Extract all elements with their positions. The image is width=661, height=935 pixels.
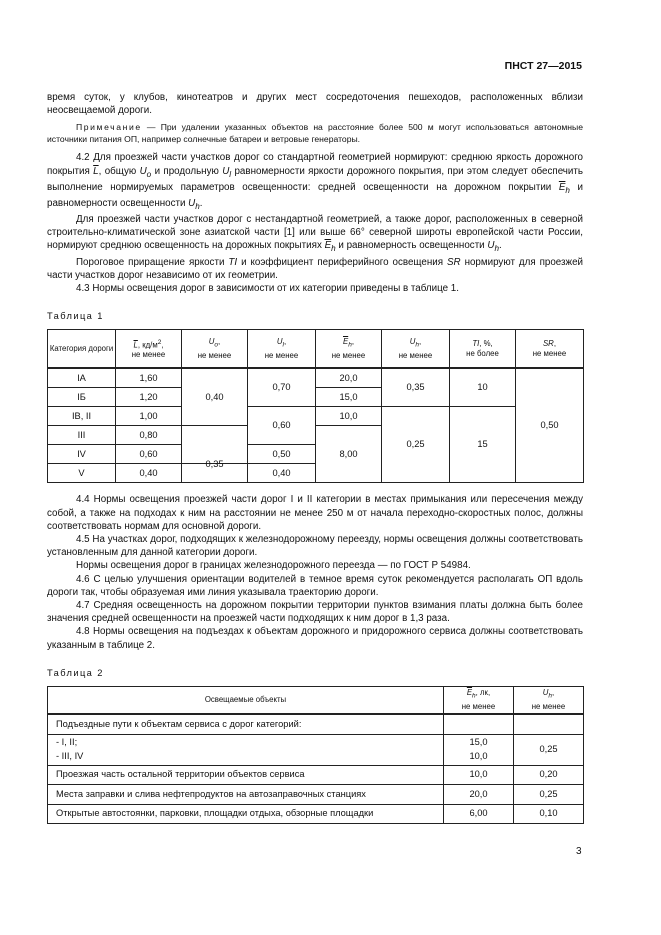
header-sr: SR, не менее (516, 330, 584, 369)
note (47, 122, 583, 145)
table-row: Открытые автостоянки, парковки, площадки отдыха, обзорные площадки 6,00 0,10 (48, 804, 584, 824)
paragraph-4-8: 4.8 Нормы освещения на подъездах к объектам дорожного и придорожного сервиса должны соответствовать указанным в таблице 2. (47, 626, 583, 651)
header-ul: $U_l$, не менее (248, 330, 316, 369)
paragraph-4-7: 4.7 Средняя освещенность на дорожном покрытии территории пунктов взимания платы должна быть более значения средней освещенности на проезжей части подходящих к ним дорог в 1,3 раза. (47, 600, 583, 625)
paragraph-4-2-c: Пороговое приращение яркости TI и коэффициент периферийного освещения SR нормируют для проезжей части участков дорог независимо от их геометрии. (47, 256, 584, 281)
header-uh: $U_h$, не менее (514, 687, 584, 715)
paragraph-4-2: 4.2 Для проезжей части участков дорог со стандартной геометрией нормируют: среднюю яркость дорожного покрытия $\overline{L}$, общую $U_o$ и продольную $U_l$ равномерности яркости дорожного покрытия, при этом следует обеспечить выполнение нормируемых параметров освещенности: средней освещенности на дорожном покрытии $\overline{E}_h$ и равномерности освещенности $U_h$. (47, 152, 584, 211)
table-1-caption: Таблица 1 (47, 311, 104, 322)
table-2 (47, 686, 584, 824)
table-row: - I, II; - III, IV 15,0 10,0 0,25 (48, 734, 584, 765)
header-category: Категория дороги (48, 330, 116, 369)
note-text: — При удалении указанных объектов на расстояние более 500 м могут использоваться автономные источники питания ОП, например солнечные батареи и ветровые генераторы. (47, 122, 583, 144)
paragraph-4-5-b: Нормы освещения дорог в границах железнодорожного переезда — по ГОСТ Р 54984. (76, 560, 471, 572)
table-row: Подъездные пути к объектам сервиса с дорог категорий: (48, 714, 584, 734)
header-objects: Освещаемые объекты (48, 687, 444, 715)
paragraph-4-3: 4.3 Нормы освещения дорог в зависимости от их категории приведены в таблице 1. (76, 283, 459, 295)
note-label: Примечание (76, 122, 142, 133)
paragraph-continued: время суток, у клубов, кинотеатров и других мест сосредоточения пешеходов, расположенных вблизи неосвещаемой дороги. (47, 92, 583, 117)
table-row: IБ 1,20 15,0 (48, 388, 584, 407)
header-ti: TI, %, не более (450, 330, 516, 369)
table-1 (47, 329, 584, 483)
page-content (47, 91, 583, 824)
page-number: 3 (576, 846, 582, 857)
table-1-header (48, 330, 584, 369)
table-row: IA 1,60 0,40 0,70 20,0 0,35 10 0,50 (48, 368, 584, 388)
symbol-E: $\overline{E}$ (558, 181, 566, 193)
paragraph-4-2-b: Для проезжей части участков дорог с нестандартной геометрией, а также дорог, расположенных в северной строительно-климатической зоне азиатской части [1] или выше 66° северной широты европейской части России, нормируют среднюю освещенность на дорожных покрытиях $\overline{E}_h$ и равномерность освещенности $U_h$. (47, 214, 583, 254)
paragraph-4-5: 4.5 На участках дорог, подходящих к железнодорожному переезду, нормы освещения должны соответствовать установленным для данной категории дороги. (47, 534, 583, 559)
table-row: IV 0,60 0,50 (48, 445, 584, 464)
document-header: ПНСТ 27—2015 (504, 60, 582, 72)
header-eh: $\overline{E}_h$, не менее (316, 330, 382, 369)
header-uh: $U_h$, не менее (382, 330, 450, 369)
header-luminance: $\overline{L}$, $кд/м^2$, не менее (116, 330, 182, 369)
paragraph-4-6: 4.6 С целью улучшения ориентации водителей в темное время суток рекомендуется располагать ОП вдоль дороги так, чтобы образуемая ими линия указывала траекторию дороги. (47, 573, 583, 598)
symbol-L: $\overline{L}$ (93, 165, 99, 177)
paragraph-4-4: 4.4 Нормы освещения проезжей части дорог I и II категории в местах примыкания или пересечения между собой, а также на подходах к ним на расстоянии не менее 250 м от начала переходно-скоростных полос, должны соответствовать нормам для основной дороги. (47, 494, 583, 532)
table-row: V 0,40 0,35 0,40 (48, 464, 584, 483)
table-row: IB, II 1,00 0,60 10,0 0,25 15 (48, 407, 584, 426)
table-2-caption: Таблица 2 (47, 667, 104, 678)
table-2-header (48, 687, 584, 715)
table-row: Места заправки и слива нефтепродуктов на автозаправочных станциях 20,0 0,25 (48, 785, 584, 805)
header-uo: $U_o$, не менее (182, 330, 248, 369)
table-row: III 0,80 8,00 (48, 426, 584, 445)
header-eh: $\overline{E}_h$, лк, не менее (444, 687, 514, 715)
table-row: Проезжая часть остальной территории объектов сервиса 10,0 0,20 (48, 765, 584, 785)
